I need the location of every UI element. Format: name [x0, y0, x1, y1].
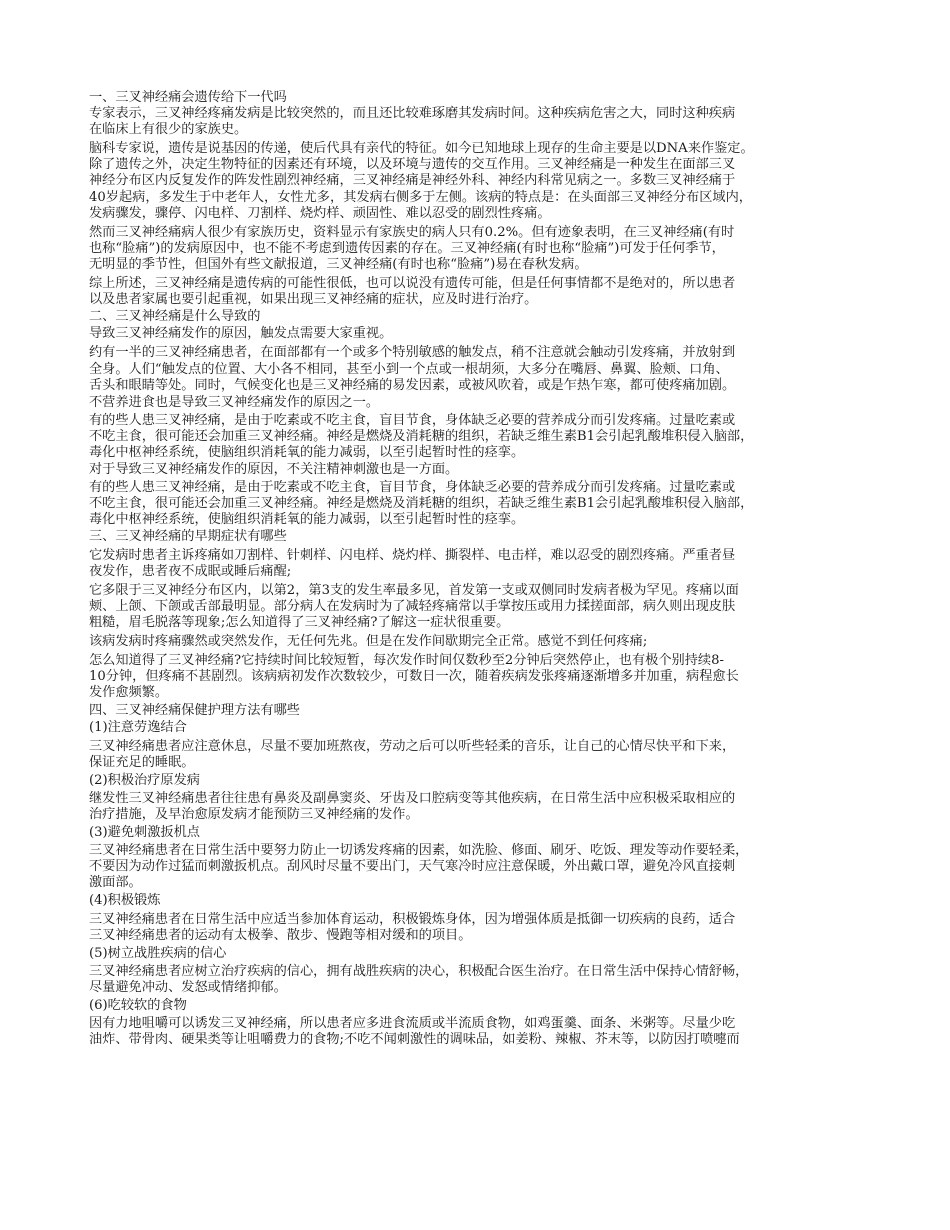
document-line: 保证充足的睡眠。	[89, 754, 195, 770]
document-line: 它多限于三叉神经分布区内，以第2，第3支的发生率最多见，首发第一支或双侧同时发病者极为罕见。疼痛以面	[89, 582, 739, 598]
document-line: 不营养进食也是导致三叉神经痛发作的原因之一。	[89, 394, 380, 410]
document-line: 颊、上颌、下颌或舌部最明显。部分病人在发病时为了减轻疼痛常以手掌按压或用力揉搓面部，病久则出现皮肤	[89, 598, 736, 614]
document-line: 综上所述，三叉神经痛是遗传病的可能性很低，也可以说没有遗传可能，但是任何事情都不是绝对的，所以患者	[89, 276, 736, 292]
document-line: 毒化中枢神经系统，使脑组织消耗氧的能力减弱，以至引起暂时性的痉挛。	[89, 512, 525, 528]
document-line: 不吃主食，很可能还会加重三叉神经痛。神经是燃烧及消耗糖的组织，若缺乏维生素B1会引起乳酸堆积侵入脑部，	[89, 428, 754, 444]
document-line: 10分钟，但疼痛不甚剧烈。该病病初发作次数较少，可数日一次，随着疾病发张疼痛逐渐增多并加重，病程愈长	[89, 669, 739, 685]
document-line: 三叉神经痛患者的运动有太极拳、散步、慢跑等相对缓和的项目。	[89, 927, 472, 943]
document-line: 一、三叉神经痛会遗传给下一代吗	[89, 90, 287, 105]
document-line: 三叉神经痛患者在日常生活中要努力防止一切诱发疼痛的因素，如洗脸、修面、刷牙、吃饭、理发等动作要轻柔，	[89, 843, 749, 859]
document-line: 三、三叉神经痛的早期症状有哪些	[89, 529, 287, 545]
document-line: (2)积极治疗原发病	[89, 772, 200, 788]
document-line: 激面部。	[89, 875, 142, 891]
document-line: 不吃主食，很可能还会加重三叉神经痛。神经是燃烧及消耗糖的组织，若缺乏维生素B1会引起乳酸堆积侵入脑部，	[89, 496, 754, 512]
document-line: 全身。人们“触发点的位置、大小各不相同，甚至小到一个点或一根胡须，大多分在嘴唇、鼻翼、脸颊、口角、	[89, 361, 729, 377]
document-line: 三叉神经痛患者应注意休息，尽量不要加班熬夜，劳动之后可以听些轻柔的音乐，让自己的心情尽快平和下来，	[89, 738, 736, 754]
document-line: (6)吃较软的食物	[89, 997, 187, 1013]
document-line: 夜发作，患者夜不成眠或睡后痛醒;	[89, 563, 292, 579]
document-line: 约有一半的三叉神经痛患者，在面部都有一个或多个特别敏感的触发点，稍不注意就会触动引发疼痛，并放射到	[89, 345, 736, 361]
document-line: 然而三叉神经痛病人很少有家族历史，资料显示有家族史的病人只有0.2%。但有迹象表明，在三叉神经痛(有时	[89, 224, 735, 240]
document-line: 有的些人患三叉神经痛，是由于吃素或不吃主食，盲目节食，身体缺乏必要的营养成分而引发疼痛。过量吃素或	[89, 412, 736, 428]
document-line: 40岁起病，多发生于中老年人，女性尤多，其发病右侧多于左侧。该病的特点是：在头面部三叉神经分布区域内，	[89, 189, 752, 205]
document-line: 以及患者家属也要引起重视，如果出现三叉神经痛的症状，应及时进行治疗。	[89, 292, 538, 308]
document-line: 该病发病时疼痛骤然或突然发作，无任何先兆。但是在发作间歇期完全正常。感觉不到任何疼痛;	[89, 634, 648, 649]
document-line: (5)树立战胜疾病的信心	[89, 945, 227, 961]
document-line: 发作愈频繁。	[89, 685, 169, 701]
document-line: 因有力地咀嚼可以诱发三叉神经痛，所以患者应多进食流质或半流质食物，如鸡蛋羹、面条、米粥等。尽量少吃	[89, 1016, 736, 1032]
document-line: 继发性三叉神经痛患者往往患有鼻炎及副鼻窦炎、牙齿及口腔病变等其他疾病，在日常生活中应积极采取相应的	[89, 790, 736, 806]
document-line: 无明显的季节性，但国外有些文献报道，三叉神经痛(有时也称“脸痛”)易在春秋发病。	[89, 256, 588, 272]
document-line: 不要因为动作过猛而刺激扳机点。刮风时尽量不要出门，天气寒冷时应注意保暖，外出戴口罩，避免冷风直接刺	[89, 859, 736, 875]
document-line: 怎么知道得了三叉神经痛?它持续时间比较短暂，每次发作时间仅数秒至2分钟后突然停止，也有极个别持续8-	[89, 653, 724, 669]
document-line: 舌头和眼睛等处。同时，气候变化也是三叉神经痛的易发因素，或被风吹着，或是乍热乍寒，都可使疼痛加剧。	[89, 377, 736, 393]
document-line: 三叉神经痛患者应树立治疗疾病的信心，拥有战胜疾病的决心，积极配合医生治疗。在日常生活中保持心情舒畅，	[89, 963, 749, 979]
document-line: 尽量避免冲动、发怒或情绪抑郁。	[89, 979, 287, 995]
document-line: 在临床上有很少的家族史。	[89, 122, 248, 138]
document-line: 它发病时患者主诉疼痛如刀割样、针刺样、闪电样、烧灼样、撕裂样、电击样，难以忍受的剧烈疼痛。严重者昼	[89, 547, 736, 563]
document-line: 神经分布区内反复发作的阵发性剧烈神经痛，三叉神经痛是神经外科、神经内科常见病之一。多数三叉神经痛于	[89, 173, 736, 189]
document-line: 粗糙，眉毛脱落等现象;怎么知道得了三叉神经痛?了解这一症状很重要。	[89, 614, 510, 630]
document-line: 脑科专家说，遗传是说基因的传递，使后代具有亲代的特征。如今已知地球上现存的生命主要是以DNA来作鉴定。	[89, 141, 754, 157]
document-line: 除了遗传之外，决定生物特征的因素还有环境，以及环境与遗传的交互作用。三叉神经痛是一种发生在面部三叉	[89, 157, 736, 173]
document-line: 二、三叉神经痛是什么导致的	[89, 309, 261, 325]
document-line: 发病骤发，骤停、闪电样、刀割样、烧灼样、顽固性、难以忍受的剧烈性疼痛。	[89, 205, 551, 221]
document-line: (4)积极锻炼	[89, 893, 161, 909]
document-line: 四、三叉神经痛保健护理方法有哪些	[89, 703, 300, 719]
document-line: (3)避免刺激扳机点	[89, 825, 200, 841]
document-line: 油炸、带骨肉、硬果类等让咀嚼费力的食物;不吃不闻刺激性的调味品，如姜粉、辣椒、芥末等，以防因打喷嚏而	[89, 1032, 740, 1048]
document-line: 对于导致三叉神经痛发作的原因，不关注精神刺激也是一方面。	[89, 462, 459, 478]
document-line: 有的些人患三叉神经痛，是由于吃素或不吃主食，盲目节食，身体缺乏必要的营养成分而引发疼痛。过量吃素或	[89, 480, 736, 496]
document-line: 导致三叉神经痛发作的原因，触发点需要大家重视。	[89, 326, 393, 342]
document-line: 也称“脸痛”)的发病原因中，也不能不考虑到遗传因素的存在。三叉神经痛(有时也称“脸痛”)可发于任何季节，	[89, 240, 725, 256]
document-line: 专家表示，三叉神经疼痛发病是比较突然的，而且还比较难琢磨其发病时间。这种疾病危害之大，同时这种疾病	[89, 106, 736, 122]
document-line: 毒化中枢神经系统，使脑组织消耗氧的能力减弱，以至引起暂时性的痉挛。	[89, 444, 525, 460]
document-line: 三叉神经痛患者在日常生活中应适当参加体育运动，积极锻炼身体，因为增强体质是抵御一切疾病的良药，适合	[89, 911, 736, 927]
document-line: (1)注意劳逸结合	[89, 720, 187, 736]
document-line: 治疗措施，及早治愈原发病才能预防三叉神经痛的发作。	[89, 806, 419, 822]
